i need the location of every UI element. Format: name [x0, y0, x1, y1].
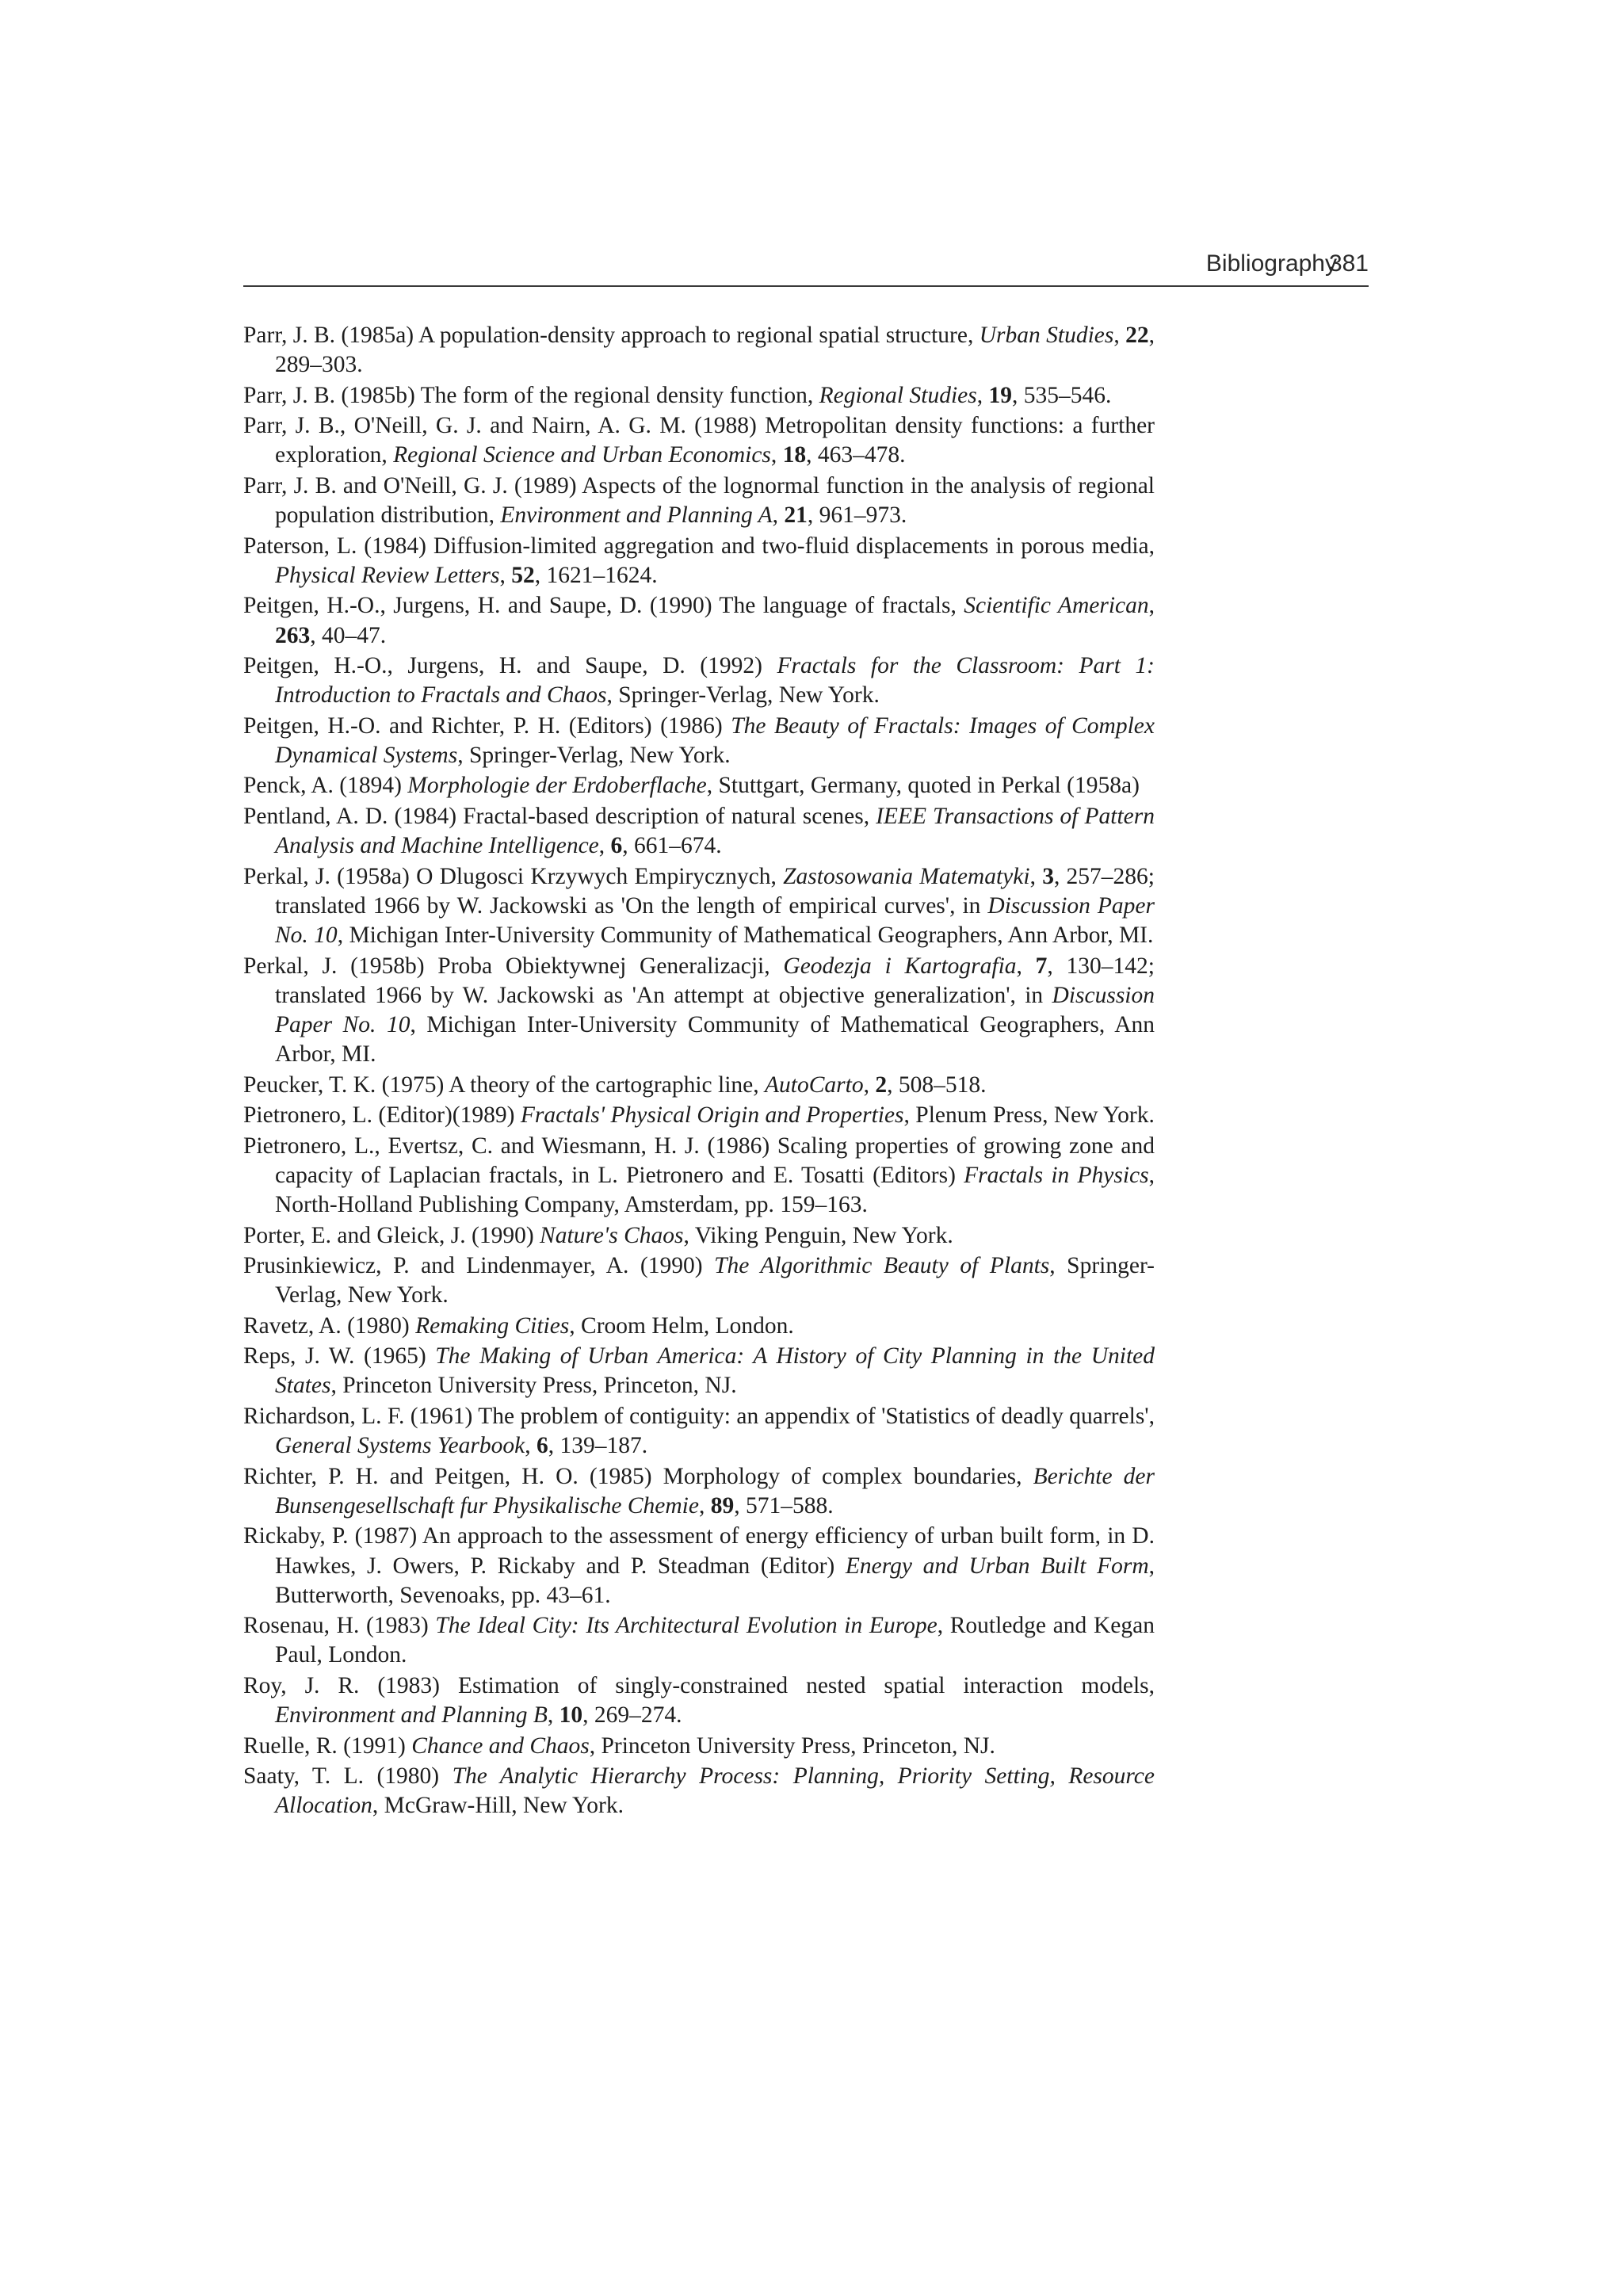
reference-text: ,	[863, 1072, 876, 1098]
reference-title: Fractals' Physical Origin and Properties	[520, 1102, 904, 1129]
reference-text: Roy, J. R. (1983) Estimation of singly-constrained nested spatial interaction models,	[243, 1672, 1155, 1698]
reference-text: Porter, E. and Gleick, J. (1990)	[243, 1222, 540, 1248]
reference-title: Fractals in Physics	[964, 1162, 1149, 1188]
reference-text: , 463–478.	[806, 442, 906, 468]
reference-text: , Routledge and Kegan Paul, London.	[275, 1613, 1155, 1668]
reference-entry	[243, 321, 1155, 380]
reference-text: ,	[1016, 953, 1036, 979]
reference-entry	[243, 1732, 1155, 1761]
reference-title: Regional Science and Urban Economics	[393, 442, 771, 468]
reference-text: , Princeton University Press, Princeton, NJ.	[589, 1733, 995, 1759]
reference-title: IEEE Transactions of Pattern Analysis and Machine Intelligence	[275, 803, 1155, 859]
reference-text: , 257–286; translated 1966 by W. Jackowski as 'On the length of empirical curves', in	[275, 863, 1155, 919]
reference-text: ,	[499, 562, 512, 588]
reference-title: Nature's Chaos	[540, 1222, 684, 1248]
reference-text: Prusinkiewicz, P. and Lindenmayer, A. (1990)	[243, 1253, 715, 1279]
reference-title: General Systems Yearbook	[275, 1433, 525, 1459]
reference-entry	[243, 411, 1155, 470]
reference-entry	[243, 1071, 1155, 1100]
reference-text: Pentland, A. D. (1984) Fractal-based description of natural scenes,	[243, 803, 876, 829]
reference-title: Scientific American	[964, 593, 1149, 619]
page-number: 381	[1328, 250, 1369, 277]
reference-text: , 139–187.	[548, 1433, 648, 1459]
reference-text: Paterson, L. (1984) Diffusion-limited aggregation and two-fluid displacements in porous media,	[243, 533, 1155, 559]
reference-text: ,	[598, 833, 611, 859]
reference-volume: 2	[875, 1072, 888, 1098]
reference-volume: 18	[782, 442, 807, 468]
reference-text: Rosenau, H. (1983)	[243, 1613, 436, 1639]
reference-title: The Algorithmic Beauty of Plants	[714, 1253, 1050, 1279]
header-title: Bibliography	[1205, 250, 1337, 277]
reference-title: Zastosowania Matematyki	[783, 863, 1030, 889]
reference-text: ,	[698, 1492, 711, 1519]
reference-entry	[243, 1221, 1155, 1251]
reference-volume: 3	[1042, 863, 1054, 889]
reference-volume: 6	[610, 833, 623, 859]
reference-entry	[243, 1462, 1155, 1521]
reference-title: The Making of Urban America: A History of City Planning in the United States	[275, 1343, 1155, 1399]
reference-text: Richardson, L. F. (1961) The problem of contiguity: an appendix of 'Statistics of deadly quarrels',	[243, 1403, 1155, 1429]
reference-entry	[243, 1671, 1155, 1730]
reference-title: Geodezja i Kartografia	[783, 953, 1017, 979]
reference-title: Regional Studies	[819, 382, 977, 408]
reference-text: , Springer-Verlag, New York.	[457, 742, 731, 768]
reference-text: ,	[547, 1702, 559, 1729]
reference-text: , Plenum Press, New York.	[903, 1102, 1155, 1129]
reference-title: The Analytic Hierarchy Process: Planning, Priority Setting, Resource Allocation	[275, 1763, 1155, 1819]
reference-text: Parr, J. B. (1985a) A population-density approach to regional spatial structure,	[243, 323, 980, 348]
reference-title: AutoCarto	[765, 1072, 864, 1098]
reference-text: , McGraw-Hill, New York.	[372, 1793, 624, 1819]
reference-text: Parr, J. B., O'Neill, G. J. and Nairn, A. G. M. (1988) Metropolitan density functions: a further exploration,	[243, 413, 1155, 468]
reference-entry	[243, 381, 1155, 411]
reference-entry	[243, 1522, 1155, 1610]
reference-entry	[243, 1251, 1155, 1310]
reference-title: Discussion Paper No. 10	[275, 892, 1155, 949]
reference-volume: 263	[275, 622, 311, 648]
reference-entry	[243, 1611, 1155, 1670]
reference-text: ,	[772, 502, 785, 529]
reference-text: Peucker, T. K. (1975) A theory of the cartographic line,	[243, 1072, 766, 1098]
reference-text: ,	[976, 382, 989, 408]
reference-text: Richter, P. H. and Peitgen, H. O. (1985) Morphology of complex boundaries,	[243, 1463, 1033, 1489]
reference-volume: 6	[536, 1433, 548, 1459]
reference-volume: 21	[784, 502, 808, 529]
reference-text: , 1621–1624.	[534, 562, 658, 588]
reference-entry	[243, 771, 1155, 800]
reference-entry	[243, 651, 1155, 710]
reference-entry	[243, 1312, 1155, 1341]
reference-title: Fractals for the Classroom: Part 1: Introduction to Fractals and Chaos	[275, 653, 1155, 709]
reference-volume: 10	[559, 1702, 583, 1729]
reference-title: The Beauty of Fractals: Images of Complex Dynamical Systems	[275, 712, 1155, 768]
reference-title: Urban Studies	[979, 323, 1114, 348]
reference-entry	[243, 1132, 1155, 1221]
reference-entry	[243, 1101, 1155, 1130]
reference-volume: 22	[1125, 323, 1149, 348]
reference-text: ,	[1029, 863, 1043, 889]
reference-title: Chance and Chaos	[411, 1733, 590, 1759]
reference-text: Peitgen, H.-O., Jurgens, H. and Saupe, D. (1992)	[243, 653, 777, 679]
reference-text: , 508–518.	[887, 1072, 987, 1098]
reference-text: Penck, A. (1894)	[243, 773, 408, 799]
reference-text: Saaty, T. L. (1980)	[243, 1763, 453, 1790]
reference-text: Peitgen, H.-O. and Richter, P. H. (Editors) (1986)	[243, 712, 731, 739]
reference-text: Ruelle, R. (1991)	[243, 1733, 412, 1759]
reference-text: ,	[1113, 323, 1126, 348]
reference-text: , Springer-Verlag, New York.	[606, 682, 880, 709]
reference-text: Pietronero, L. (Editor)(1989)	[243, 1102, 521, 1129]
reference-text: Rickaby, P. (1987) An approach to the assessment of energy efficiency of urban built form, in D. Hawkes, J. Owers, P. Rickaby and P. Steadman (Editor)	[243, 1523, 1155, 1579]
bibliography-list	[243, 321, 1155, 1822]
reference-text: Parr, J. B. and O'Neill, G. J. (1989) Aspects of the lognormal function in the analysis of regional population distribution,	[243, 472, 1155, 529]
reference-text: ,	[770, 442, 783, 468]
reference-text: , Princeton University Press, Princeton, NJ.	[330, 1373, 737, 1399]
reference-text: , Butterworth, Sevenoaks, pp. 43–61.	[275, 1553, 1155, 1608]
reference-entry	[243, 1342, 1155, 1400]
reference-text: , 571–588.	[734, 1492, 834, 1519]
reference-text: , 661–674.	[622, 833, 722, 859]
reference-text: ,	[1148, 593, 1155, 619]
reference-entry	[243, 1402, 1155, 1461]
reference-volume: 7	[1035, 953, 1048, 979]
reference-entry	[243, 862, 1155, 951]
reference-title: Physical Review Letters	[275, 562, 500, 588]
reference-text: Perkal, J. (1958a) O Dlugosci Krzywych Empirycznych,	[243, 863, 784, 889]
reference-title: Environment and Planning A	[500, 502, 773, 529]
reference-entry	[243, 952, 1155, 1070]
reference-entry	[243, 472, 1155, 530]
running-header	[243, 243, 1369, 287]
reference-title: Berichte der Bunsengesellschaft fur Physikalische Chemie	[275, 1463, 1155, 1519]
reference-text: Peitgen, H.-O., Jurgens, H. and Saupe, D. (1990) The language of fractals,	[243, 593, 964, 619]
reference-entry	[243, 802, 1155, 861]
reference-volume: 89	[710, 1492, 735, 1519]
reference-entry	[243, 591, 1155, 650]
reference-entry	[243, 532, 1155, 590]
reference-text: , 289–303.	[275, 323, 1155, 378]
reference-text: , 130–142; translated 1966 by W. Jackowski as 'An attempt at objective generalization', in	[275, 953, 1155, 1008]
reference-volume: 19	[988, 382, 1012, 408]
reference-title: Energy and Urban Built Form	[845, 1553, 1149, 1579]
reference-text: , Croom Helm, London.	[569, 1312, 794, 1339]
reference-text: , Michigan Inter-University Community of Mathematical Geographers, Ann Arbor, MI.	[275, 1011, 1155, 1068]
reference-text: ,	[525, 1433, 537, 1459]
reference-text: , 535–546.	[1011, 382, 1112, 408]
reference-text: , Viking Penguin, New York.	[683, 1222, 953, 1248]
reference-entry	[243, 1762, 1155, 1820]
reference-text: , 40–47.	[310, 622, 387, 648]
reference-entry	[243, 712, 1155, 770]
reference-text: , Springer-Verlag, New York.	[275, 1253, 1155, 1308]
reference-title: Remaking Cities	[415, 1312, 570, 1339]
reference-text: Ravetz, A. (1980)	[243, 1312, 416, 1339]
reference-volume: 52	[511, 562, 535, 588]
reference-text: , 961–973.	[807, 502, 907, 529]
reference-text: Reps, J. W. (1965)	[243, 1343, 436, 1370]
reference-text: , Michigan Inter-University Community of Mathematical Geographers, Ann Arbor, MI.	[337, 923, 1154, 949]
reference-text: Parr, J. B. (1985b) The form of the regional density function,	[243, 382, 819, 408]
reference-title: Discussion Paper No. 10	[275, 982, 1155, 1037]
reference-text: Perkal, J. (1958b) Proba Obiektywnej Generalizacji,	[243, 953, 784, 979]
reference-title: Environment and Planning B	[275, 1702, 548, 1729]
reference-text: , Stuttgart, Germany, quoted in Perkal (1958a)	[706, 773, 1140, 799]
reference-title: The Ideal City: Its Architectural Evolution in Europe	[435, 1613, 938, 1639]
reference-title: Morphologie der Erdoberflache	[407, 773, 707, 799]
reference-text: , 269–274.	[582, 1702, 682, 1729]
reference-text: , North-Holland Publishing Company, Amsterdam, pp. 159–163.	[275, 1162, 1155, 1218]
reference-text: Pietronero, L., Evertsz, C. and Wiesmann, H. J. (1986) Scaling properties of growing zone and capacity of Laplacian fractals, in L. Pietronero and E. Tosatti (Editors)	[243, 1133, 1155, 1188]
